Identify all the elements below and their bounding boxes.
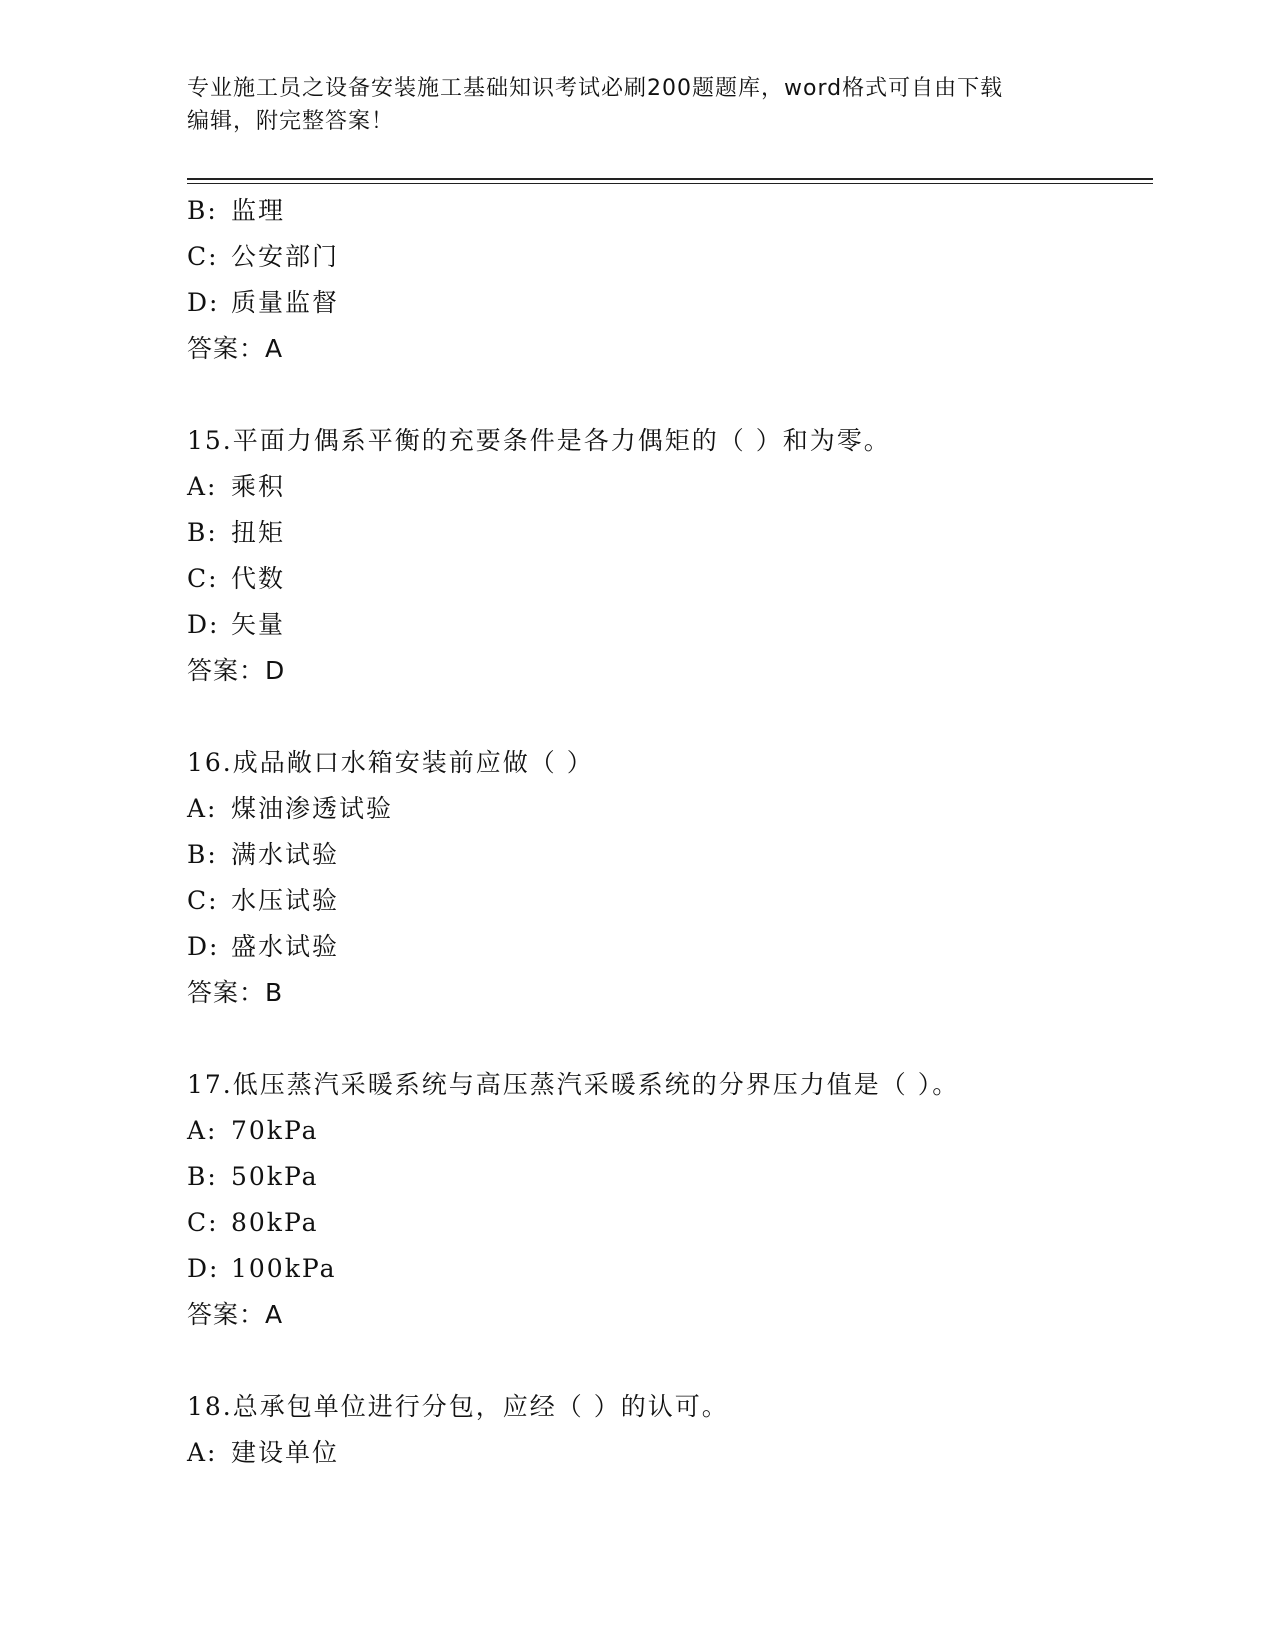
question-block-16 xyxy=(187,740,1153,1016)
header-title-line-2: 编辑，附完整答案！ xyxy=(187,109,395,134)
option-c: C: 代数 xyxy=(187,564,286,593)
question-text: 15.平面力偶系平衡的充要条件是各力偶矩的（ ）和为零。 xyxy=(187,426,891,455)
option-c: C: 公安部门 xyxy=(187,242,340,271)
option-b: B: 50kPa xyxy=(187,1162,319,1191)
question-list xyxy=(187,188,1153,1476)
option-c: C: 水压试验 xyxy=(187,886,340,915)
option-c: C: 80kPa xyxy=(187,1208,319,1237)
option-b: B: 扭矩 xyxy=(187,518,286,547)
option-a: A: 70kPa xyxy=(187,1116,319,1145)
question-block-14-continued xyxy=(187,188,1153,372)
option-a: A: 建设单位 xyxy=(187,1438,340,1467)
document-header xyxy=(187,72,1087,138)
header-divider-thin xyxy=(187,183,1153,184)
option-d: D: 100kPa xyxy=(187,1254,337,1283)
answer-line: 答案：D xyxy=(187,656,286,685)
question-block-17 xyxy=(187,1062,1153,1338)
option-a: A: 乘积 xyxy=(187,472,286,501)
option-a: A: 煤油渗透试验 xyxy=(187,794,394,823)
answer-line: 答案：A xyxy=(187,334,284,363)
header-divider-thick xyxy=(187,178,1153,180)
option-b: B: 监理 xyxy=(187,196,286,225)
question-text: 17.低压蒸汽采暖系统与高压蒸汽采暖系统的分界压力值是（ ）。 xyxy=(187,1070,960,1099)
option-d: D: 盛水试验 xyxy=(187,932,340,961)
answer-line: 答案：B xyxy=(187,978,284,1007)
answer-line: 答案：A xyxy=(187,1300,284,1329)
question-text: 16.成品敞口水箱安装前应做（ ） xyxy=(187,748,594,777)
header-title-line-1: 专业施工员之设备安装施工基础知识考试必刷200题题库，word格式可自由下载 xyxy=(187,76,1004,101)
question-block-18 xyxy=(187,1384,1153,1476)
option-d: D: 矢量 xyxy=(187,610,286,639)
question-block-15 xyxy=(187,418,1153,694)
question-text: 18.总承包单位进行分包，应经（ ）的认可。 xyxy=(187,1392,729,1421)
option-d: D: 质量监督 xyxy=(187,288,340,317)
option-b: B: 满水试验 xyxy=(187,840,340,869)
